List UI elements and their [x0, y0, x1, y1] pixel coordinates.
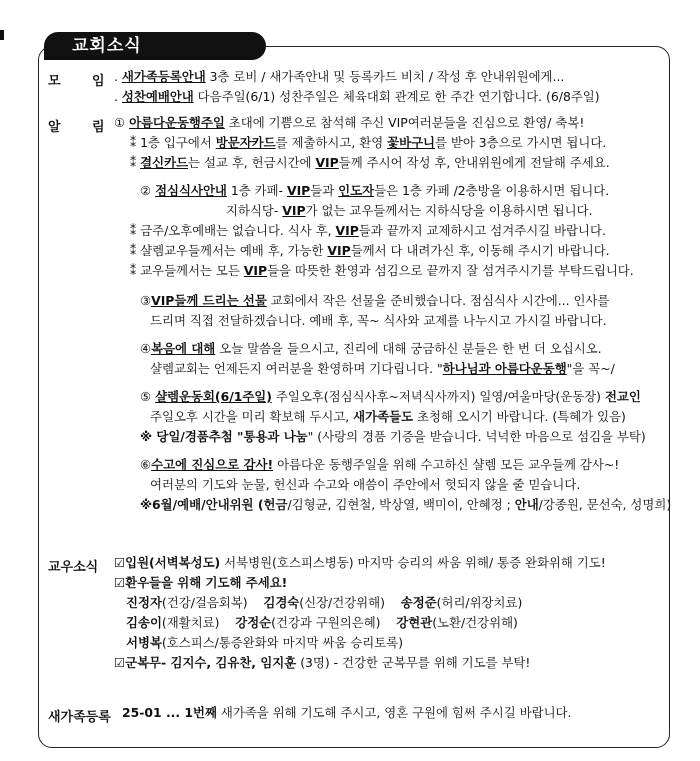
text-bold: 군복무- 김지수, 김유찬, 임지훈 [125, 655, 297, 670]
gathering-text-2: 다음주일(6/1) 성찬주일은 체육대회 관계로 한 주간 연기합니다. (6/8주일) [193, 89, 600, 104]
bullet: ⁑ [130, 135, 137, 150]
text-bold: VIP [335, 223, 359, 238]
text: 주일오후 시간을 미리 확보해 두시고, [150, 409, 354, 424]
notice-item-1-sub-1 [130, 134, 606, 152]
registration-line [122, 704, 571, 722]
patient-name: 진정자 [126, 595, 162, 610]
patient-detail: (신장/건강위해) [299, 595, 385, 610]
patient-name: 강현관 [396, 615, 433, 630]
text: 초청해 오시기 바랍니다. (특혜가 있음) [413, 409, 626, 424]
checkbox-icon: ☑ [114, 655, 126, 670]
notice-item-4 [140, 340, 602, 358]
text-bold: 인도자 [338, 183, 375, 198]
patient-name: 서병복 [126, 635, 162, 650]
text-bold: ※6월/예배/안내위원 ( [140, 497, 264, 512]
notice-item-5-line-2 [150, 408, 626, 426]
item-title: 점심식사안내 [155, 183, 227, 198]
text: 가 없는 교우들께서는 지하식당을 이용하시면 됩니다. [305, 203, 593, 218]
text: 들께 주시어 작성 후, 안내위원에게 전달해 주세요. [338, 155, 610, 170]
bullet: ⁑ [130, 155, 137, 170]
notice-item-2-sub-2 [130, 242, 610, 260]
patient-detail: (재활치료) [161, 615, 220, 630]
item-number: ④ [140, 341, 152, 356]
registration-code: 25-01 ... 1번째 [122, 705, 217, 720]
text-bold: 방문자카드 [215, 135, 276, 150]
text-bold: VIP [315, 155, 339, 170]
text: 를 받아 3층으로 가시면 됩니다. [435, 135, 607, 150]
notice-item-6-line-2: 여러분의 기도와 눈물, 헌신과 수고와 애씀이 주안에서 헛되지 않을 줄 믿습니다. [150, 477, 581, 492]
text-bold: 결신카드 [140, 155, 189, 170]
text: 들과 [310, 183, 339, 198]
members-label: 교우소식 [48, 560, 99, 575]
notice-item-1 [114, 114, 584, 132]
gathering-title-1: 새가족등록안내 [121, 69, 206, 84]
corner-mark [0, 30, 4, 40]
gathering-line-2 [114, 88, 600, 106]
text-bold: 헌금 [263, 497, 288, 512]
text: 들은 1층 카페 /2층방을 이용하시면 됩니다. [374, 183, 610, 198]
text-bold: VIP [327, 243, 351, 258]
patient-detail: (허리/위장치료) [436, 595, 523, 610]
notice-item-6 [140, 456, 619, 474]
notice-item-2-sub-3 [130, 262, 634, 280]
text-bold: 환우들을 위해 기도해 주세요! [125, 575, 288, 590]
notice-item-5 [140, 388, 641, 406]
patient-name: 김송이 [126, 615, 162, 630]
text: /김형균, 김현철, 박상열, 백미이, 안혜정 ; [287, 497, 515, 512]
text: 들께서 다 내려가신 후, 이동해 주시기 바랍니다. [350, 243, 610, 258]
item-title: 아름다운동행주일 [129, 115, 225, 130]
text-bold: 전교인 [604, 389, 641, 404]
item-text: 오늘 말씀을 들으시고, 진리에 대해 궁금하신 분들은 한 번 더 오십시오. [215, 341, 602, 356]
item-title: 복음에 대해 [151, 341, 216, 356]
text: 들을 따뜻한 환영과 섬김으로 끝까지 잘 섬겨주시기를 부탁드립니다. [267, 263, 634, 278]
text: 서북병원(호스피스병동) 마지막 승리의 싸움 위해/ 통증 완화위해 기도! [220, 555, 606, 570]
notice-item-2-line-2 [226, 202, 593, 220]
item-number: ① [114, 115, 126, 130]
text: 샬렘교회는 언제든지 여러분을 환영하며 기다립니다. " [150, 361, 443, 376]
item-text: 초대에 기쁨으로 참석해 주신 VIP여러분들을 진심으로 환영/ 축복! [224, 115, 585, 130]
text: ⁑ 교우들께서는 모든 [130, 263, 244, 278]
item-text: 아름다운 동행주일을 위해 수고하신 샬렘 모든 교우들께 감사~! [273, 457, 620, 472]
item-title: 샬렘운동회(6/1주일) [155, 389, 272, 404]
notice-item-6-line-3 [140, 496, 671, 514]
notice-label-b: 림 [92, 120, 105, 135]
patient-detail: (건강과 구원의은혜) [271, 615, 381, 630]
notice-item-5-line-3 [140, 428, 646, 446]
item-title: VIP들께 드리는 선물 [151, 293, 267, 308]
page-title: 교회소식 [44, 32, 266, 60]
notice-item-3-line-2: 드리며 직접 전달하겠습니다. 예배 후, 꼭~ 식사와 교제를 나누시고 가시길 바랍니다. [150, 313, 607, 328]
gathering-title-2: 성찬예배안내 [121, 89, 194, 104]
checkbox-icon: ☑ [114, 555, 126, 570]
patient-name: 김경숙 [263, 595, 300, 610]
text: ⁑ 금주/오후예배는 없습니다. 식사 후, [130, 223, 336, 238]
patient-name: 송정준 [400, 595, 437, 610]
patient-detail: (건강/걸음회복) [161, 595, 248, 610]
patient-detail: (호스피스/통증완화와 마지막 싸움 승리토록) [161, 635, 404, 650]
item-number: ⑥ [140, 457, 152, 472]
patient-detail: (노환/건강위해) [432, 615, 518, 630]
text-bold: 새가족들도 [353, 409, 414, 424]
gathering-line-1 [114, 68, 564, 86]
gathering-label-b: 임 [92, 74, 105, 89]
notice-item-3 [140, 292, 609, 310]
text: "을 꼭~/ [566, 361, 615, 376]
gathering-text-1: 3층 로비 / 새가족안내 및 등록카드 비치 / 작성 후 안내위원에게... [205, 69, 565, 84]
members-patients-1 [126, 594, 522, 612]
text-bold: VIP [282, 203, 306, 218]
item-title: 수고에 진심으로 감사! [151, 457, 274, 472]
bullet: . [114, 69, 118, 84]
text-bold: 입원(서벽복성도) [125, 555, 221, 570]
text: 지하식당- [226, 203, 283, 218]
patient-name: 강정순 [235, 615, 272, 630]
notice-item-2-sub-1 [130, 222, 606, 240]
item-number: ③ [140, 293, 152, 308]
text: " (사랑의 경품 기증을 받습니다. 넉넉한 마음으로 섬김을 부탁) [307, 429, 646, 444]
registration-text: 새가족을 위해 기도해 주시고, 영혼 구원에 힘써 주시길 바랍니다. [216, 705, 572, 720]
bullet: . [114, 89, 118, 104]
text: ⁑ 샬렘교우들께서는 예배 후, 가능한 [130, 243, 328, 258]
text: 를 제출하시고, 환영 [275, 135, 388, 150]
notice-item-2 [140, 182, 609, 200]
text: 1층 입구에서 [136, 135, 216, 150]
text: (3명) - 건강한 군복무를 위해 기도를 부탁! [296, 655, 531, 670]
members-line-1 [114, 554, 606, 572]
item-text: 주일오후(점심식사후~저녁식사까지) 일영/여울마당(운동장) [271, 389, 605, 404]
notice-label-a: 알 [48, 120, 61, 135]
text-bold: 통용과 나눔 [243, 429, 308, 444]
text-bold: 안내 [514, 497, 539, 512]
text-bold: 하나님과 아름다운동행 [442, 361, 567, 376]
text-bold: VIP [243, 263, 268, 278]
notice-item-1-sub-2 [130, 154, 610, 172]
text-bold: VIP [286, 183, 311, 198]
members-line-3 [114, 654, 530, 672]
gathering-label-a: 모 [48, 74, 61, 89]
item-text: 교회에서 작은 선물을 준비했습니다. 점심식사 시간에... 인사를 [266, 293, 610, 308]
notice-item-4-line-2 [150, 360, 615, 378]
text-bold: ※ 당일/경품추첨 " [140, 429, 244, 444]
registration-label: 새가족등록 [48, 710, 111, 725]
text: /강종원, 문선숙, 성명희) [538, 497, 672, 512]
item-number: ② [140, 183, 152, 198]
item-number: ⑤ [140, 389, 152, 404]
checkbox-icon: ☑ [114, 575, 126, 590]
text: 1층 카페- [226, 183, 287, 198]
text: 는 설교 후, 헌금시간에 [188, 155, 316, 170]
members-patients-2 [126, 614, 518, 632]
text-bold: 꽃바구니 [387, 135, 436, 150]
members-patients-3 [126, 634, 403, 652]
members-line-2 [114, 574, 287, 592]
text: 들과 끝까지 교제하시고 섬겨주시길 바랍니다. [358, 223, 606, 238]
